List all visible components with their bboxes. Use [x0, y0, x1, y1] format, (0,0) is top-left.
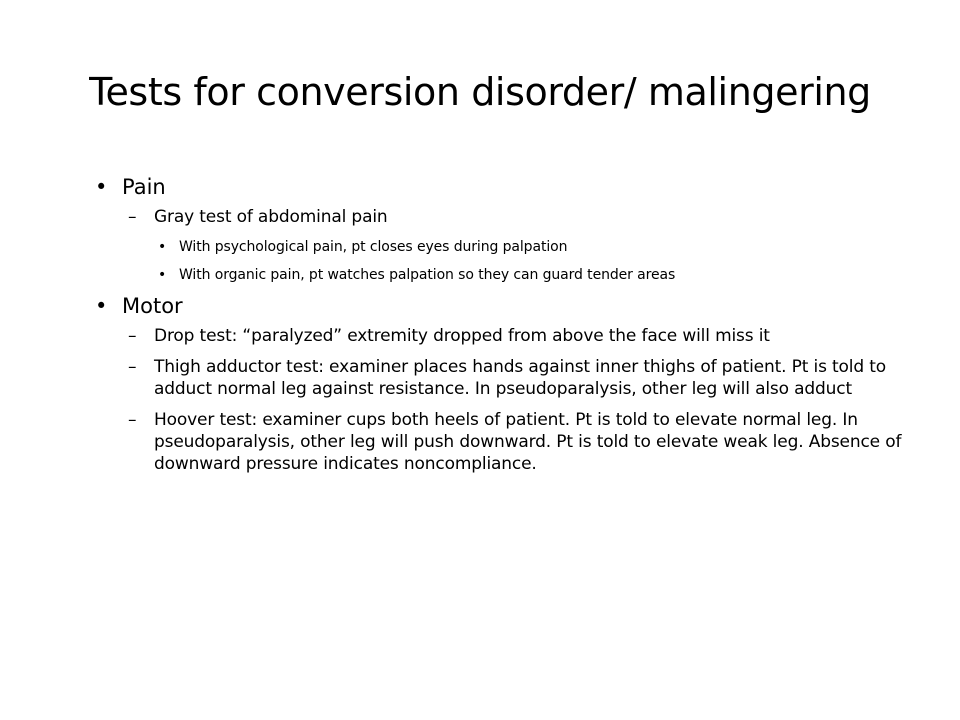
slide-body — [95, 172, 905, 484]
subbullet-gray-test-label: Gray test of abdominal pain — [154, 207, 388, 227]
bullet-motor — [95, 291, 905, 321]
subbullet-hoover-test-label: Hoover test: examiner cups both heels of patient. Pt is told to elevate normal leg. In pseudoparalysis, other leg will push downward. Pt is told to elevate weak leg. Absence of downward pressure indicates noncompliance. — [154, 410, 902, 474]
subbullet-hoover-test — [128, 409, 905, 475]
bullet-motor-label: Motor — [122, 294, 183, 318]
subbullet-thigh-adductor-test — [128, 356, 905, 400]
dash-icon: – — [128, 357, 137, 377]
subsubbullet-organic-pain — [158, 265, 905, 285]
dash-icon: – — [128, 207, 137, 227]
slide-title: Tests for conversion disorder/ malingering — [89, 70, 871, 114]
subbullet-gray-test — [128, 206, 905, 228]
dash-icon: – — [128, 326, 137, 346]
subsubbullet-psychological-pain — [158, 237, 905, 257]
bullet-dot-icon: • — [158, 267, 167, 283]
bullet-pain-label: Pain — [122, 175, 166, 199]
subbullet-drop-test — [128, 325, 905, 347]
dash-icon: – — [128, 410, 137, 430]
bullet-dot-icon: • — [95, 175, 108, 199]
bullet-dot-icon: • — [158, 239, 167, 255]
subsubbullet-organic-pain-label: With organic pain, pt watches palpation so they can guard tender areas — [179, 267, 676, 283]
subbullet-drop-test-label: Drop test: “paralyzed” extremity dropped from above the face will miss it — [154, 326, 770, 346]
bullet-pain — [95, 172, 905, 202]
subsubbullet-psychological-pain-label: With psychological pain, pt closes eyes during palpation — [179, 239, 568, 255]
subbullet-thigh-adductor-test-label: Thigh adductor test: examiner places hands against inner thighs of patient. Pt is told to adduct normal leg against resistance. In pseudoparalysis, other leg will also adduct — [154, 357, 887, 399]
bullet-dot-icon: • — [95, 294, 108, 318]
